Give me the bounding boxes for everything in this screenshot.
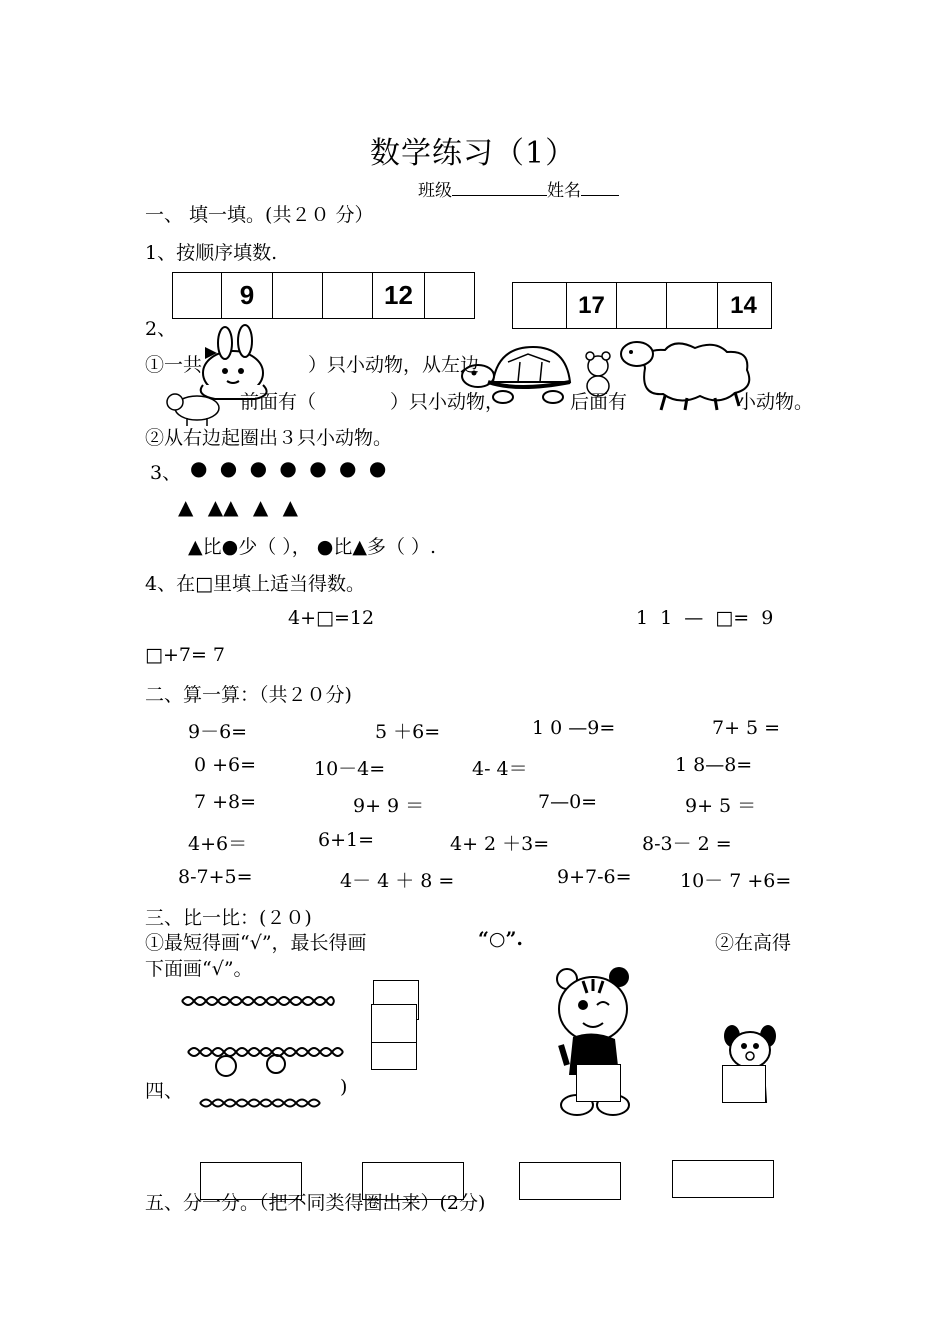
sequence-cell[interactable] xyxy=(513,283,567,328)
rope-2-icon xyxy=(188,1040,343,1080)
calc-problem: 9－6= xyxy=(188,721,248,743)
sequence-cell: 12 xyxy=(373,273,425,318)
sequence-cell: 9 xyxy=(222,273,273,318)
q2-line1-a: ①一共 xyxy=(145,354,203,376)
class-label: 班级 xyxy=(418,181,452,201)
section5-heading: 五、分一分。（把不同类得圈出来）(2分) xyxy=(145,1192,486,1214)
q2-line3: ②从右边起圈出３只小动物。 xyxy=(145,427,393,449)
q2-line2-b: ）只小动物， xyxy=(390,391,505,413)
section1-heading: 一、 填一填。(共２０ 分） xyxy=(145,204,374,226)
sequence-cell[interactable] xyxy=(667,283,718,328)
sequence-cell[interactable] xyxy=(425,273,474,318)
section3-q1-b: “○”. xyxy=(478,928,524,950)
q3-compare-text: ▲比●少（ ）， ●比▲多（ ）. xyxy=(188,536,437,558)
section4-answer-box-3[interactable] xyxy=(519,1162,621,1200)
rope-answer-box-2[interactable] xyxy=(371,1004,417,1044)
rope-answer-box-3[interactable] xyxy=(371,1042,417,1070)
calc-problem: 5 ＋6= xyxy=(375,721,441,743)
sequence-box-b xyxy=(512,282,772,329)
section2-heading: 二、算一算：（共２０分) xyxy=(145,684,352,706)
q2-line2-a: 前面有（ xyxy=(240,391,317,413)
dog-answer-box[interactable] xyxy=(722,1065,766,1103)
small-lamb-icon xyxy=(163,388,223,428)
sequence-cell: 14 xyxy=(730,291,757,319)
class-name-line xyxy=(418,176,619,201)
calc-problem: 8-7+5= xyxy=(178,866,253,888)
calc-problem: 9+7-6= xyxy=(557,866,632,888)
calc-problem: 0 +6= xyxy=(194,754,257,776)
section3-q2-b: 下面画“√”。 xyxy=(145,958,253,980)
q3-circles: ● ● ● ● ● ● ● xyxy=(190,456,387,480)
calc-problem: 9+ 5 ＝ xyxy=(685,795,757,817)
name-label: 姓名 xyxy=(547,181,581,201)
calc-problem: 1 0 —9= xyxy=(532,717,616,739)
calc-problem: 6+1= xyxy=(318,829,375,851)
section4-prefix: 四、 xyxy=(145,1080,184,1102)
calc-problem: 10－4= xyxy=(314,758,386,780)
tiger-answer-box[interactable] xyxy=(576,1064,621,1102)
calc-problem: 7 +8= xyxy=(194,791,257,813)
q3-prefix: 3、 xyxy=(150,462,182,484)
sequence-cell[interactable] xyxy=(173,273,222,318)
calc-problem: 4- 4＝ xyxy=(472,758,528,780)
calc-problem: 7—0= xyxy=(538,791,598,813)
rope-3-icon xyxy=(200,1096,320,1110)
sequence-cell[interactable] xyxy=(617,283,667,328)
sequence-box-a xyxy=(172,272,475,319)
q2-line2-d: 小动物。 xyxy=(737,391,814,413)
page-title: 数学练习（1） xyxy=(370,136,577,171)
section3-q2-a: ②在高得 xyxy=(715,932,792,954)
q2-prefix: 2、 xyxy=(145,318,177,340)
q4-text: 4、在□里填上适当得数。 xyxy=(145,573,366,595)
calc-problem: 10－ 7 +6= xyxy=(680,870,792,892)
section3-q1-a: ①最短得画“√”，最长得画 xyxy=(145,932,367,954)
sequence-cell: 17 xyxy=(567,283,617,328)
sequence-cell[interactable] xyxy=(273,273,323,318)
calc-problem: 4+6＝ xyxy=(188,833,248,855)
calc-problem: 7+ 5 = xyxy=(712,717,781,739)
section4-answer-box-4[interactable] xyxy=(672,1160,774,1198)
section3-heading: 三、比一比：(２０) xyxy=(145,907,312,929)
q4-equation-3: □+7= 7 xyxy=(145,644,226,666)
calc-problem: 4+ 2 ＋3= xyxy=(450,833,550,855)
q3-triangles: ▲ ▲▲ ▲ ▲ xyxy=(178,495,298,519)
q2-line2-c: 后面有 xyxy=(570,391,628,413)
sequence-cell[interactable] xyxy=(323,273,373,318)
name-blank xyxy=(581,177,619,196)
q1-text: 1、按顺序填数. xyxy=(145,242,278,264)
calc-problem: 8-3－ 2 = xyxy=(642,833,732,855)
q4-equation-2: 1 1 — □= 9 xyxy=(636,607,774,629)
rope-1-icon xyxy=(182,993,334,1009)
q2-line1-b: ）只小动物，从左边 xyxy=(308,354,480,376)
calc-problem: 1 8—8= xyxy=(675,754,753,776)
q4-equation-1: 4+□=12 xyxy=(288,607,375,629)
class-blank xyxy=(452,177,547,196)
section4-suffix: ) xyxy=(340,1076,348,1098)
calc-problem: 9+ 9 ＝ xyxy=(353,795,425,817)
calc-problem: 4－ 4 ＋ 8 = xyxy=(340,870,455,892)
